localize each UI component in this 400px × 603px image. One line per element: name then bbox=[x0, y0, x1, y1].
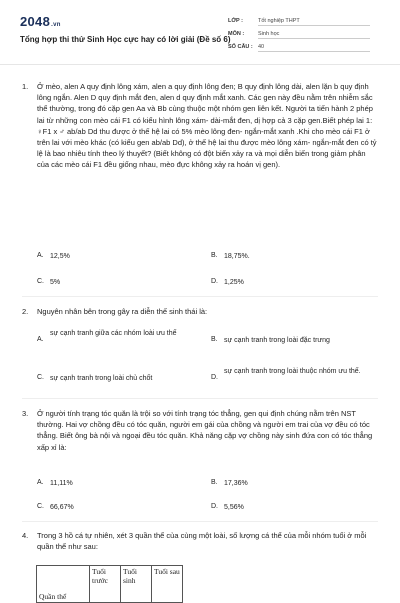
table-header-cell: Tuổi trước bbox=[90, 566, 121, 603]
page-header bbox=[0, 0, 400, 62]
meta-count: SỐ CÂU : 40 bbox=[228, 44, 370, 52]
table-header-cell: Tuổi sinh bbox=[121, 566, 152, 603]
question-text: Nguyên nhân bên trong gây ra diễn thế sinh thái là: bbox=[37, 307, 208, 316]
question-1: 1. Ở mèo, alen A quy định lông xám, alen a quy định lông đen; B quy định lông dài, alen lặn b quy định lông ngắn. Alen D quy định mắt đen, alen d quy định mắt xanh. Các gen này đều nằm trên nhiễm sắc thể thường, trong đó cặp gen Aa và Bb cùng thuộc một nhóm gen liên kết. Người ta tiến hành 2 phép lai từ những con mèo cái F1 có kiểu hình lông xám- dài-mắt đen, dị hợp cả 3 cặp gen.Biết phép lai 1: ♀F1 x ♂ ab/ab Dd thu được ở thế hệ lai có 5% mèo lông đen- ngắn-mắt xanh .Khi cho mèo cái F1 ở trên lai với mèo khác (có kiểu gen ab/ab Dd), ở thế hệ lai thu được mèo lông xám- ngắn-mắt đen có tỷ lệ là bao nhiêu tính theo lý thuyết? (Biết không có đột biến xảy ra và mọi diễn biến trong giảm phân của các mèo cái F1 đều giống nhau, mèo đực không xảy ra hoán vị gen). bbox=[22, 82, 377, 170]
question-4: 4. Trong 3 hồ cá tự nhiên, xét 3 quần thể của cùng một loài, số lượng cá thể của mỗi nhóm tuổi ở mỗi quần thể như sau: bbox=[22, 530, 378, 552]
document-title: Tổng hợp thi thử Sinh Học cực hay có lời giải (Đề số 6) bbox=[20, 35, 231, 44]
divider bbox=[22, 398, 378, 399]
meta-class: LỚP : Tốt nghiệp THPT bbox=[228, 18, 370, 26]
question-text: Ở người tính trạng tóc quăn là trội so với tính trạng tóc thẳng, gen qui định chúng nằm trên NST thường. Hai vợ chồng đều có tóc quăn, người em gái của chồng và người em trai của vợ đều có tóc thẳng. Biết ông bà nội và ngoại đều tóc quăn. Khả năng cặp vợ chồng này sinh đứa con có tóc thẳng xấp xỉ là: bbox=[37, 409, 373, 452]
divider bbox=[22, 521, 378, 522]
meta-subject: MÔN : Sinh học bbox=[228, 31, 370, 39]
table-header-cell: Tuổi sau bbox=[152, 566, 183, 603]
population-table bbox=[36, 565, 183, 603]
question-text: Ở mèo, alen A quy định lông xám, alen a quy định lông đen; B quy định lông dài, alen lặn b quy định lông ngắn. Alen D quy định mắt đen, alen d quy định mắt xanh. Các gen này đều nằm trên nhiễm sắc thể thường, trong đó cặp gen Aa và Bb cùng thuộc một nhóm gen liên kết. Người ta tiến hành 2 phép lai từ những con mèo cái F1 có kiểu hình lông xám- dài-mắt đen, dị hợp cả 3 cặp gen.Biết phép lai 1: ♀F1 x ♂ ab/ab Dd thu được ở thế hệ lai có 5% mèo lông đen- ngắn-mắt xanh .Khi cho mèo cái F1 ở trên lai với mèo khác (có kiểu gen ab/ab Dd), ở thế hệ lai thu được mèo lông xám- ngắn-mắt đen có tỷ lệ là bao nhiêu tính theo lý thuyết? (Biết không có đột biến xảy ra và mọi diễn biến trong giảm phân của các mèo cái F1 đều giống nhau, mèo đực không xảy ra hoán vị gen). bbox=[37, 82, 377, 170]
site-logo[interactable]: 2048.vn bbox=[20, 14, 61, 29]
table-header-cell: Quần thể bbox=[37, 566, 90, 603]
header-divider bbox=[0, 64, 400, 65]
question-2: 2. Nguyên nhân bên trong gây ra diễn thế sinh thái là: bbox=[22, 306, 378, 317]
question-3: 3. Ở người tính trạng tóc quăn là trội so với tính trạng tóc thẳng, gen qui định chúng nằm trên NST thường. Hai vợ chồng đều có tóc quăn, người em gái của chồng và người em trai của vợ đều có tóc thẳng. Biết ông bà nội và ngoại đều tóc quăn. Khả năng cặp vợ chồng này sinh đứa con có tóc thẳng xấp xỉ là: bbox=[22, 408, 378, 453]
divider bbox=[22, 296, 378, 297]
table-row bbox=[37, 566, 183, 603]
question-text: Trong 3 hồ cá tự nhiên, xét 3 quần thể của cùng một loài, số lượng cá thể của mỗi nhóm tuổi ở mỗi quần thể như sau: bbox=[37, 531, 367, 552]
